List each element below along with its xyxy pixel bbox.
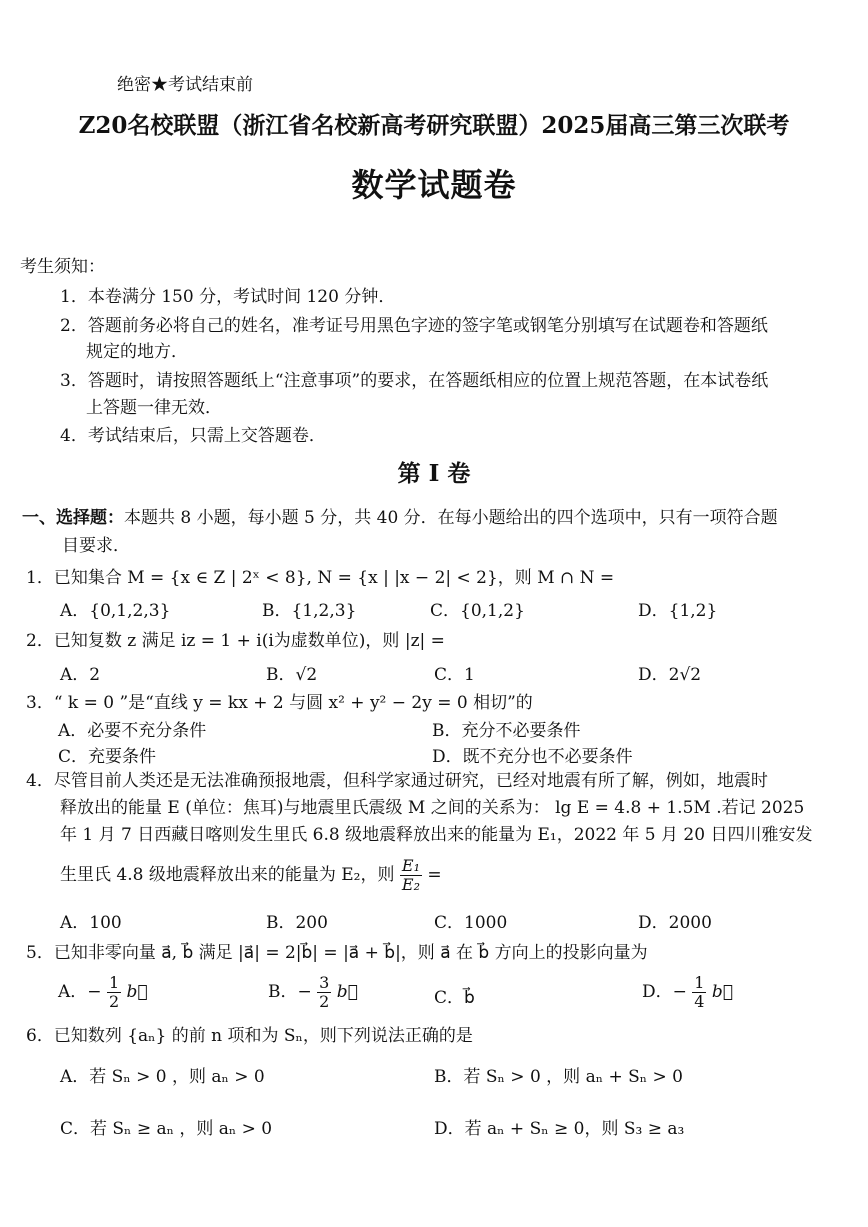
q5-d-prefix: D．− xyxy=(642,982,687,1002)
notice-item: 4．考试结束后，只需上交答题卷． xyxy=(60,426,326,446)
q1-option-c: C．{0,1,2} xyxy=(430,601,525,621)
section-label: 一、选择题： xyxy=(22,508,124,528)
q5-option-b xyxy=(268,974,358,1011)
q1-option-d: D．{1,2} xyxy=(638,601,718,621)
q5-a-prefix: A．− xyxy=(58,982,102,1002)
question-6-stem: 6．已知数列 {aₙ} 的前 n 项和为 Sₙ，则下列说法正确的是 xyxy=(26,1026,473,1046)
q6-option-d: D．若 aₙ + Sₙ ≥ 0，则 S₃ ≥ a₃ xyxy=(434,1119,685,1139)
q2-option-a: A．2 xyxy=(60,665,101,685)
fraction-numerator: 1 xyxy=(694,973,705,992)
question-4-line: 年 1 月 7 日西藏日喀则发生里氏 6.8 级地震释放出来的能量为 E₁，2022 年 5 月 20 日四川雅安发 xyxy=(60,825,813,845)
notice-item: 2．答题前务必将自己的姓名，准考证号用黑色字迹的签字笔或钢笔分别填写在试题卷和答题纸 xyxy=(60,316,768,336)
q1-option-b: B．{1,2,3} xyxy=(262,601,357,621)
question-5-stem: 5．已知非零向量 a⃗, b⃗ 满足 |a⃗| = 2|b⃗| = |a⃗ + b⃗|，则 a⃗ 在 b⃗ 方向上的投影向量为 xyxy=(26,943,648,963)
q5-a-vector: b⃗ xyxy=(126,982,148,1002)
q2-option-d: D．2√2 xyxy=(638,665,702,685)
notice-item-cont: 规定的地方． xyxy=(86,342,188,362)
q1-option-a: A．{0,1,2,3} xyxy=(60,601,171,621)
fraction-numerator: 1 xyxy=(108,973,120,992)
fraction-denominator: 2 xyxy=(319,992,330,1011)
q3-option-a: A．必要不充分条件 xyxy=(58,721,207,741)
q3-option-b: B．充分不必要条件 xyxy=(432,721,581,741)
fraction-denominator: E₂ xyxy=(401,875,420,894)
q5-option-d xyxy=(642,974,733,1011)
exam-title: Z20名校联盟（浙江省名校新高考研究联盟）2025届高三第三次联考 xyxy=(78,112,790,139)
q4-option-c: C．1000 xyxy=(434,913,508,933)
notice-heading: 考生须知： xyxy=(20,257,105,277)
q5-option-a xyxy=(58,974,148,1011)
q5-b-vector: b⃗ xyxy=(336,982,358,1002)
q5-option-c: C．b⃗ xyxy=(434,988,475,1008)
q5-d-vector: b⃗ xyxy=(711,982,733,1002)
question-4-line4-text: 生里氏 4.8 级地震释放出来的能量为 E₂，则 xyxy=(60,865,395,885)
q4-option-d: D．2000 xyxy=(638,913,712,933)
section-text-cont: 目要求． xyxy=(62,536,130,556)
question-3-stem: 3．“ k = 0 ”是“直线 y = kx + 2 与圆 x² + y² − 2y = 0 相切”的 xyxy=(26,693,533,713)
question-1-stem: 1．已知集合 M = {x ∈ Z | 2ˣ < 8}, N = {x | |x − 2| < 2}，则 M ∩ N = xyxy=(26,568,615,588)
notice-item-cont: 上答题一律无效． xyxy=(86,398,222,418)
fraction-equals: = xyxy=(427,865,442,885)
paper-subtitle: 数学试题卷 xyxy=(351,166,517,204)
question-4-line: 释放出的能量 E (单位：焦耳)与地震里氏震级 M 之间的关系为： lg E = 4.8 + 1.5M .若记 2025 xyxy=(60,798,805,818)
energy-ratio-fraction xyxy=(400,857,422,894)
section-text: 本题共 8 小题，每小题 5 分，共 40 分．在每小题给出的四个选项中，只有一项符合题 xyxy=(124,508,778,528)
q4-option-a: A．100 xyxy=(60,913,122,933)
q3-option-c: C．充要条件 xyxy=(58,747,157,767)
fraction-numerator: E₁ xyxy=(401,856,420,875)
q5-b-prefix: B．− xyxy=(268,982,312,1002)
question-2-stem: 2．已知复数 z 满足 iz = 1 + i(i为虚数单位)，则 |z| = xyxy=(26,631,445,651)
q4-option-b: B．200 xyxy=(266,913,328,933)
q6-option-a: A．若 Sₙ > 0 ，则 aₙ > 0 xyxy=(60,1067,265,1087)
q5-b-fraction xyxy=(317,974,331,1011)
fraction-denominator: 4 xyxy=(694,992,705,1011)
q2-option-b: B．√2 xyxy=(266,665,318,685)
q6-option-b: B．若 Sₙ > 0 ，则 aₙ + Sₙ > 0 xyxy=(434,1067,683,1087)
q6-option-c: C．若 Sₙ ≥ aₙ ，则 aₙ > 0 xyxy=(60,1119,273,1139)
question-4-line: 4．尽管目前人类还是无法准确预报地震，但科学家通过研究，已经对地震有所了解，例如，地震时 xyxy=(26,771,768,791)
fraction-numerator: 3 xyxy=(319,973,330,992)
q5-d-fraction xyxy=(692,974,706,1011)
volume-heading: 第 I 卷 xyxy=(397,460,471,487)
q5-a-fraction xyxy=(107,974,121,1011)
confidential-label: 绝密★考试结束前 xyxy=(117,75,253,95)
question-4-line xyxy=(60,857,442,894)
notice-item: 1．本卷满分 150 分，考试时间 120 分钟． xyxy=(60,287,396,307)
q2-option-c: C．1 xyxy=(434,665,475,685)
fraction-denominator: 2 xyxy=(108,992,120,1011)
q3-option-d: D．既不充分也不必要条件 xyxy=(432,747,633,767)
section-heading xyxy=(22,503,778,528)
notice-item: 3．答题时，请按照答题纸上“注意事项”的要求，在答题纸相应的位置上规范答题，在本试卷纸 xyxy=(60,371,769,391)
